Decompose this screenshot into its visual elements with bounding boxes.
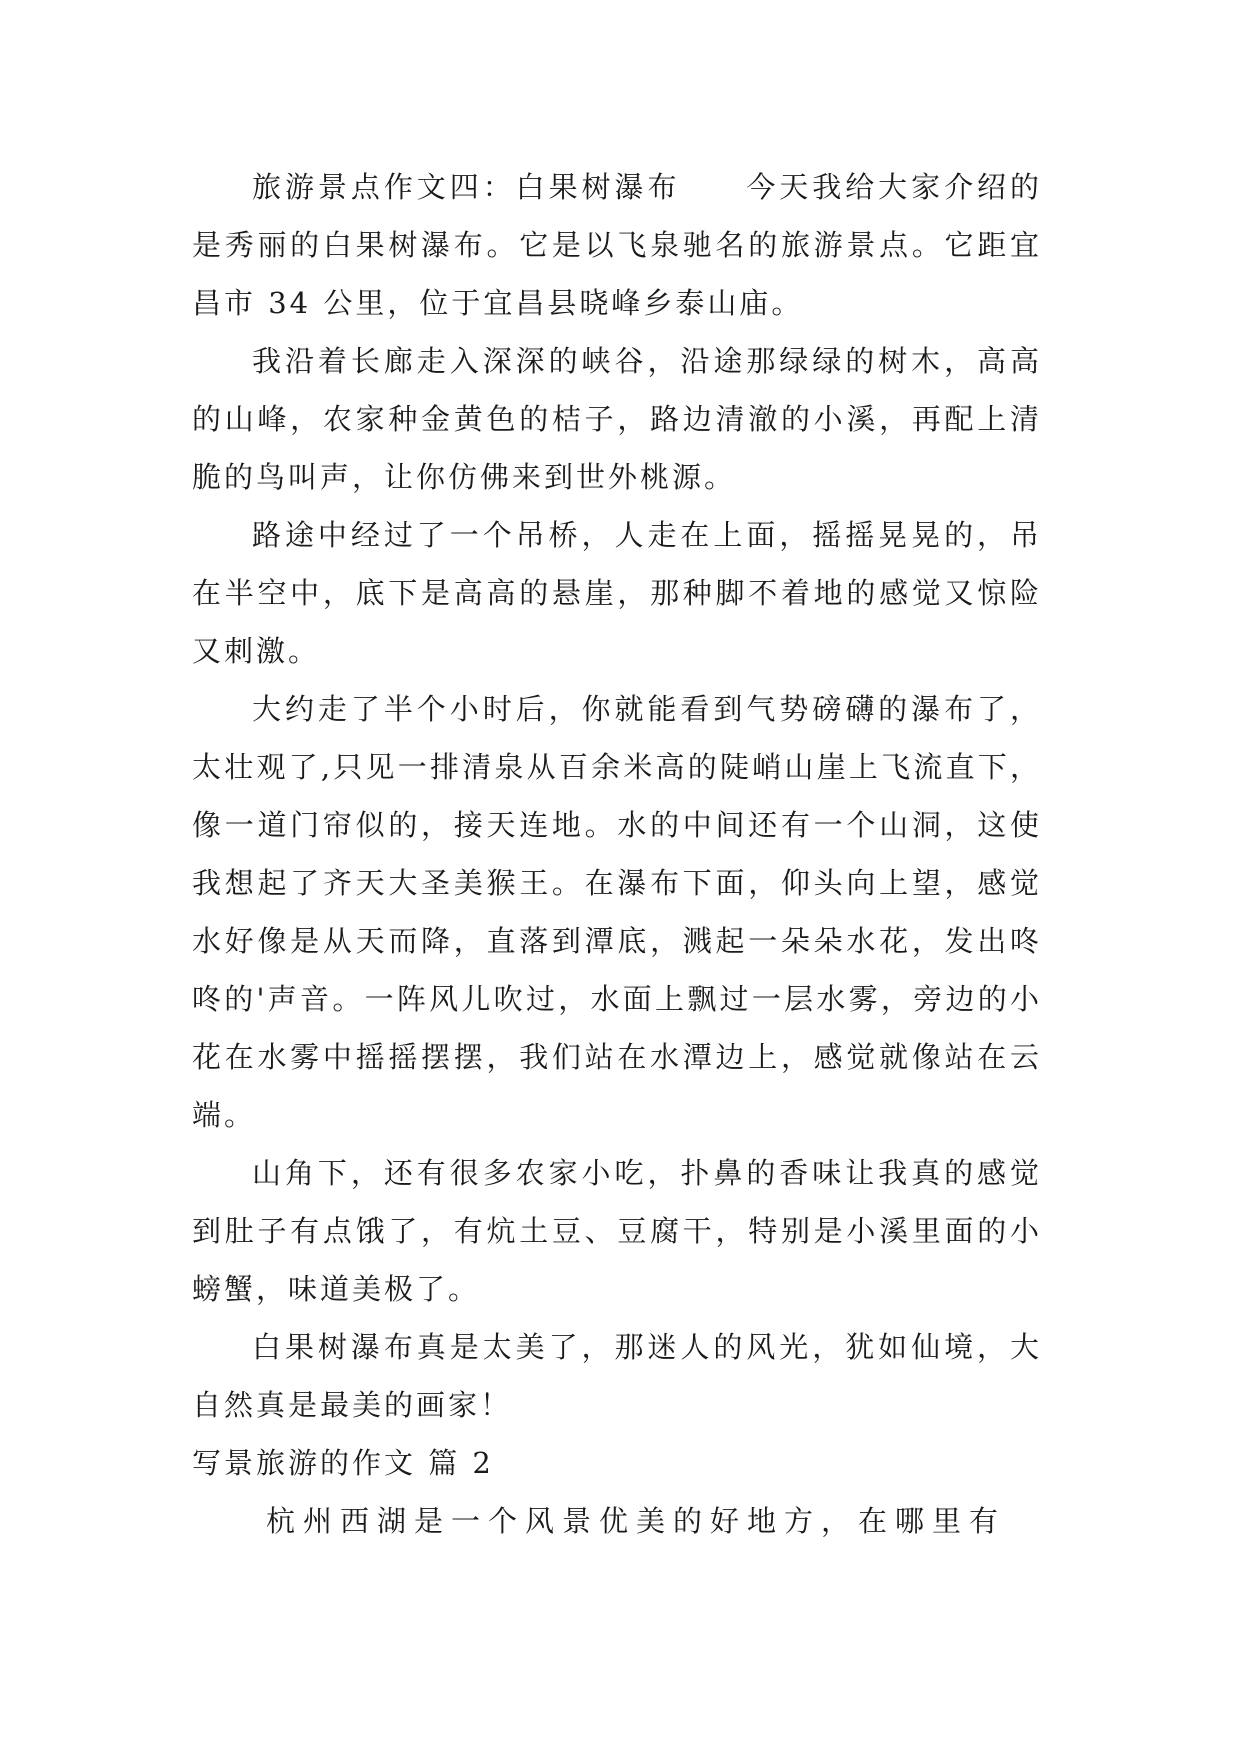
paragraph-5: 山角下，还有很多农家小吃，扑鼻的香味让我真的感觉到肚子有点饿了，有炕土豆、豆腐干，特别是小溪里面的小螃蟹，味道美极了。 [192, 1156, 1042, 1306]
paragraph-3: 路途中经过了一个吊桥，人走在上面，摇摇晃晃的，吊在半空中，底下是高高的悬崖，那种脚不着地的感觉又惊险又刺激。 [192, 518, 1042, 668]
paragraph-2: 我沿着长廊走入深深的峡谷，沿途那绿绿的树木，高高的山峰，农家种金黄色的桔子，路边清澈的小溪，再配上清脆的鸟叫声，让你仿佛来到世外桃源。 [192, 344, 1042, 494]
paragraph-1: 旅游景点作文四：白果树瀑布 今天我给大家介绍的是秀丽的白果树瀑布。它是以飞泉驰名的旅游景点。它距宜昌市 34 公里，位于宜昌县晓峰乡泰山庙。 [192, 170, 1042, 320]
paragraph-4: 大约走了半个小时后，你就能看到气势磅礴的瀑布了，太壮观了,只见一排清泉从百余米高的陡峭山崖上飞流直下，像一道门帘似的，接天连地。水的中间还有一个山洞，这使我想起了齐天大圣美猴王。在瀑布下面，仰头向上望，感觉水好像是从天而降，直落到潭底，溅起一朵朵水花，发出咚咚的'声音。一阵风儿吹过，水面上飘过一层水雾，旁边的小花在水雾中摇摇摆摆，我们站在水潭边上，感觉就像站在云端。 [192, 692, 1042, 1132]
paragraph-6: 白果树瀑布真是太美了，那迷人的风光，犹如仙境，大自然真是最美的画家！ [192, 1330, 1042, 1422]
document-body [192, 158, 1042, 1550]
section-title: 写景旅游的作文 篇 2 [192, 1446, 494, 1480]
paragraph-7: 杭州西湖是一个风景优美的好地方，在哪里有 [266, 1504, 1007, 1538]
